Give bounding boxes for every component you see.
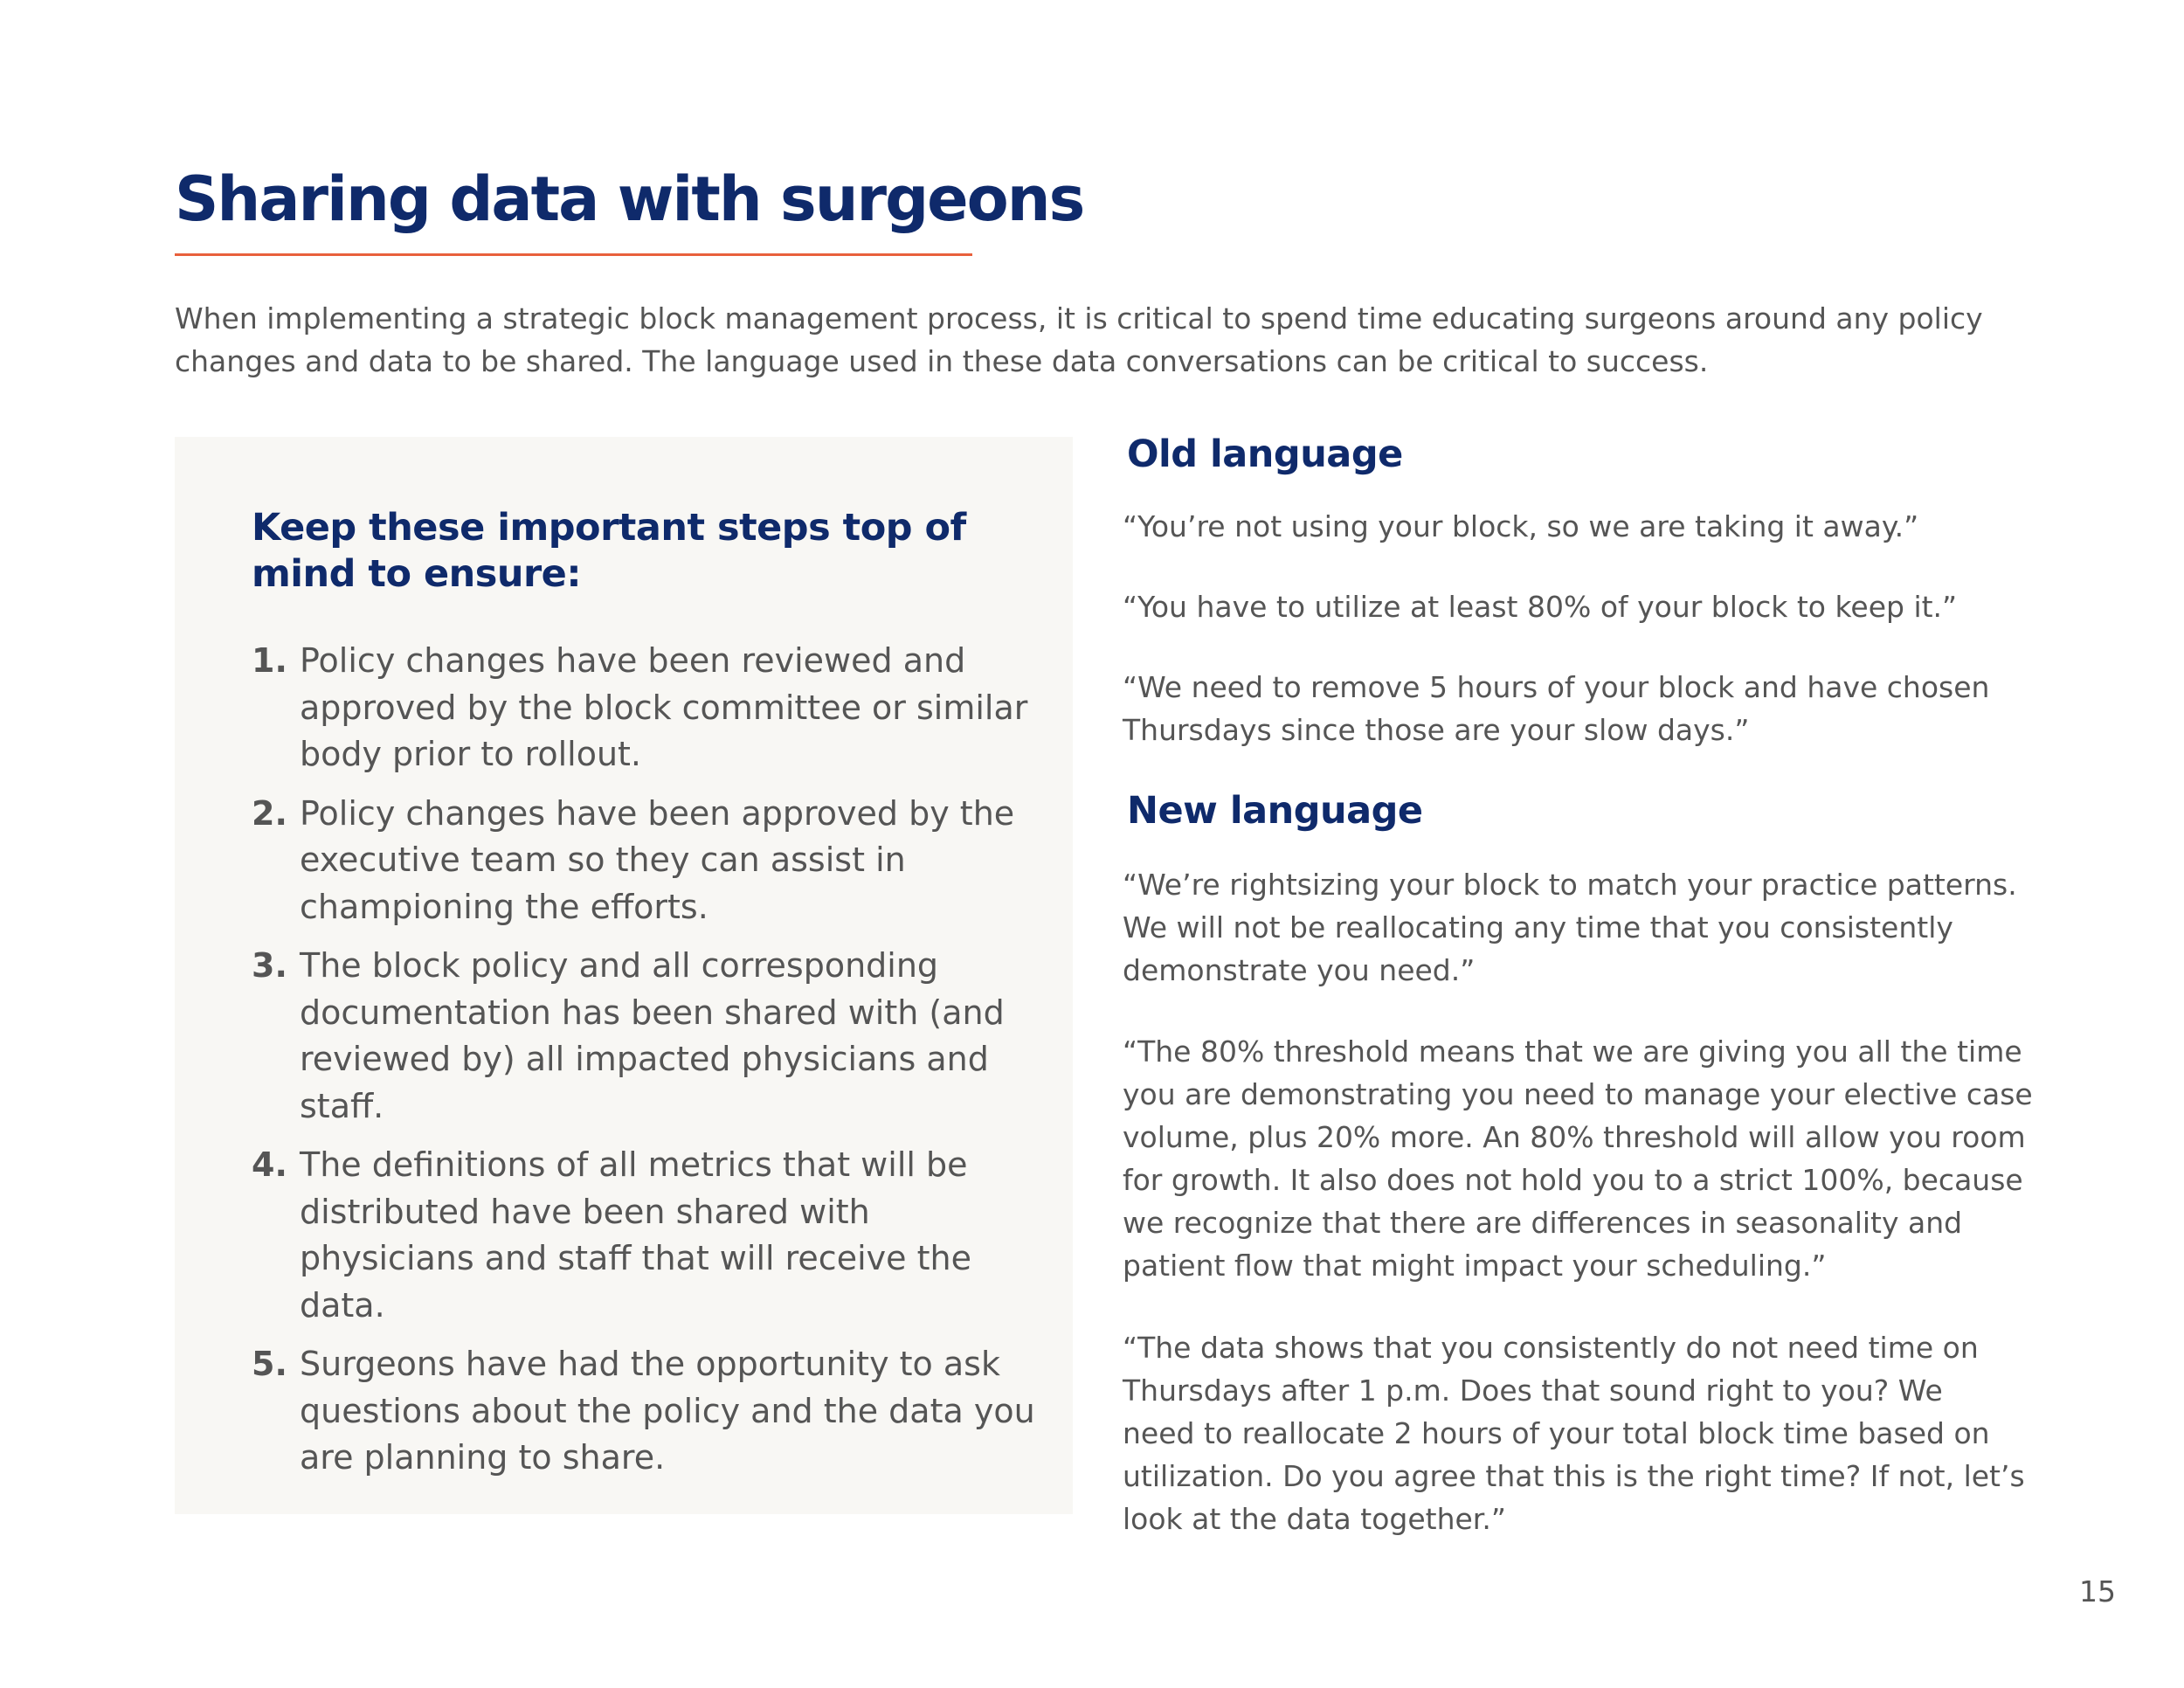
step-item-3: [252, 943, 1038, 1130]
step-number: 5.: [252, 1345, 287, 1383]
step-number: 3.: [252, 946, 287, 985]
new-language-heading: New language: [1127, 789, 1423, 833]
intro-paragraph: When implementing a strategic block management process, it is critical to spend time educating surgeons around any policy changes and data to be shared. The language used in these data conversations can be critical to success.: [175, 301, 1983, 378]
steps-list: [252, 638, 1038, 1494]
steps-panel: [175, 437, 1073, 1514]
step-text: Policy changes have been reviewed and approved by the block committee or similar body prior to rollout.: [300, 641, 1028, 773]
page-title: Sharing data with surgeons: [175, 163, 1084, 235]
step-text: The definitions of all metrics that will be distributed have been shared with physicians and staff that will receive the data.: [300, 1145, 971, 1325]
step-item-5: [252, 1341, 1038, 1482]
step-item-2: [252, 791, 1038, 931]
step-text: Policy changes have been approved by the executive team so they can assist in championing the efforts.: [300, 793, 1015, 926]
old-language-quote-2: “You have to utilize at least 80% of your block to keep it.”: [1123, 590, 1958, 624]
old-language-quote-1: “You’re not using your block, so we are taking it away.”: [1123, 509, 1919, 543]
step-text: The block policy and all corresponding documentation has been shared with (and reviewed by) all impacted physicians and staff.: [300, 946, 1005, 1125]
step-number: 1.: [252, 641, 287, 680]
step-number: 2.: [252, 793, 287, 833]
new-language-quote-3: “The data shows that you consistently do not need time on Thursdays after 1 p.m. Does that sound right to you? We need to reallocate 2 hours of your total block time based on utilization. Do you agree that this is the right time? If not, let’s look at the data together.”: [1123, 1331, 2025, 1536]
new-language-quote-1: “We’re rightsizing your block to match your practice patterns. We will not be reallocating any time that you consistently demonstrate you need.”: [1123, 868, 2017, 987]
steps-heading: Keep these important steps top of mind to ensure:: [252, 506, 966, 596]
step-item-4: [252, 1142, 1038, 1329]
old-language-heading: Old language: [1127, 432, 1403, 476]
step-number: 4.: [252, 1145, 287, 1184]
old-language-quote-3: “We need to remove 5 hours of your block and have chosen Thursdays since those are your slow days.”: [1123, 670, 1990, 747]
step-item-1: [252, 638, 1038, 778]
page-number: 15: [2079, 1574, 2116, 1608]
title-underline: [175, 253, 972, 256]
step-text: Surgeons have had the opportunity to ask questions about the policy and the data you are planning to share.: [300, 1345, 1035, 1477]
new-language-quote-2: “The 80% threshold means that we are giving you all the time you are demonstrating you need to manage your elective case volume, plus 20% more. An 80% threshold will allow you room for growth. It also does not hold you to a strict 100%, because we recognize that there are differences in seasonality and patient flow that might impact your scheduling.”: [1123, 1034, 2033, 1283]
